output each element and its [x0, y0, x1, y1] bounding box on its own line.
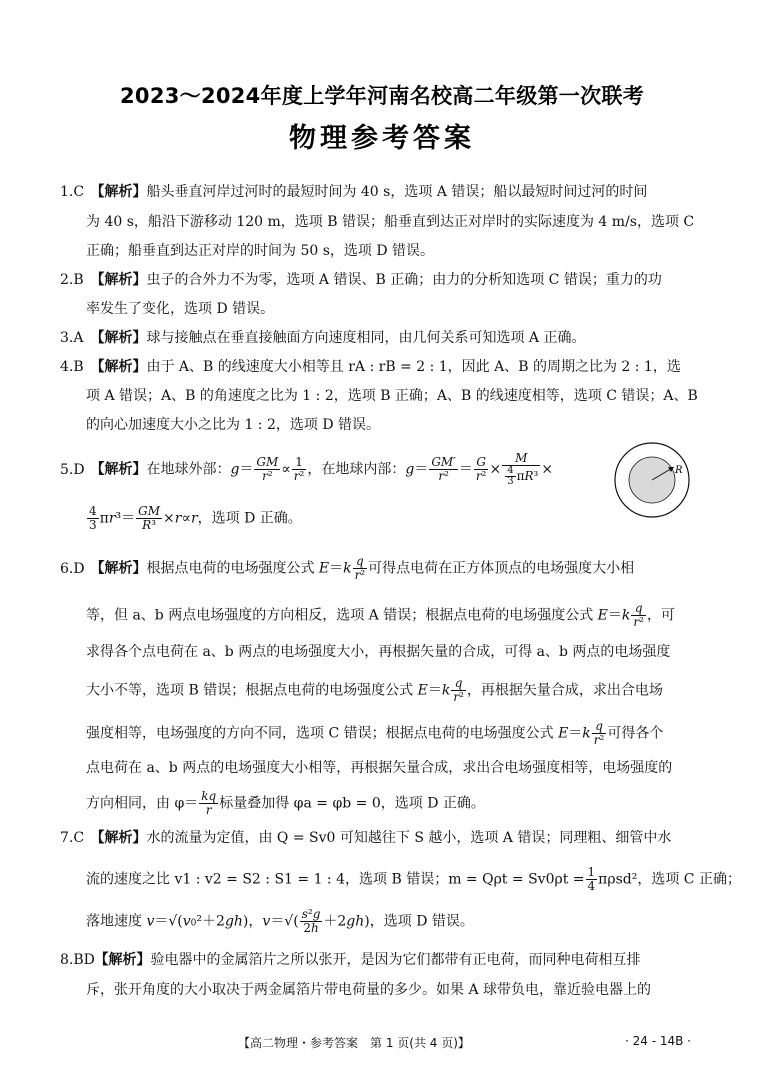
answer-4-line-1 [60, 357, 681, 377]
answer-5-line-1: 5.D 【解析】在地球外部：g＝ $\frac{GM}{\text{r²}}$ ∝ $\frac{1}{\text{r²}}$ ，在地球内部：g＝ $\frac{GM'}{\text{r²}}$ ＝ $\frac{G}{\text{r²}}$ × M $\frac{4}{3}$ πR³ × [60, 451, 554, 487]
answer-3-text-1: 球与接触点在垂直接触面方向速度相同，由几何关系可知选项 A 正确。 [146, 330, 586, 346]
analysis-tag: 【解析】 [90, 272, 147, 288]
answer-7-text-3b: ，选项 D 错误。 [369, 913, 474, 930]
answer-2-line-2: 率发生了变化，选项 D 错误。 [86, 301, 275, 317]
answer-1-line-3: 正确；船垂直到达正对岸的时间为 50 s，选项 D 错误。 [86, 243, 435, 259]
answer-6-text-2: 等，但 a、b 两点电场强度的方向相反，选项 A 错误；根据点电荷的电场强度公式 [86, 607, 594, 624]
answer-6-text-1b: 可得点电荷在正方体顶点的电场强度大小相 [368, 560, 635, 577]
answer-2-line-1 [60, 270, 662, 290]
answer-5-text-2: ，选项 D 正确。 [197, 510, 302, 527]
formula-kq-r2: $\frac{q}{\text{r²}}$ [633, 601, 644, 629]
analysis-tag: 【解析】 [90, 184, 147, 200]
answer-7-line-2 [86, 866, 741, 893]
page-code: · 24 - 14B · [625, 1034, 691, 1048]
formula-s2g-2h: $\frac{\text{s²g}}{2h}$ [301, 907, 321, 935]
answer-7-text-2b: πρsd²，选项 C 正确； [598, 871, 741, 888]
answer-6-line-1: 6.D 【解析】根据点电荷的电场强度公式 E＝k $\frac{q}{\text{r²}}$ 可得点电荷在正方体顶点的电场强度大小相 [60, 554, 635, 582]
answer-1-number: 1.C [60, 184, 85, 200]
answer-6-text-2b: ，可 [646, 607, 675, 624]
formula-1-r2: $\frac{1}{\text{r²}}$ [293, 455, 305, 483]
answer-6-number: 6.D [60, 560, 85, 577]
answer-8-line-2: 斥，张开角度的大小取决于两金属箔片带电荷量的多少。如果 A 球带负电，靠近验电器上的 [86, 982, 652, 998]
formula-gm-r3: $\frac{GM}{\text{R³}}$ [138, 504, 161, 532]
answer-7-text-2: 流的速度之比 v1 : v2 = S2 : S1 = 1 : 4，选项 B 错误；m = Qρt = Sv0ρt = [86, 871, 585, 888]
formula-four-thirds: $\frac{4}{3}$ [89, 504, 97, 532]
answer-6-text-1: 根据点电荷的电场强度公式 [146, 560, 315, 577]
answer-6-text-7b: 标量叠加得 φa = φb = 0，选项 D 正确。 [219, 795, 485, 812]
answer-6-text-7: 方向相同，由 [86, 795, 170, 812]
answer-6-line-7: 方向相同，由 φ＝ $\frac{kq}{r}$ 标量叠加得 φa = φb = 0，选项 D 正确。 [86, 789, 485, 817]
answer-6-text-5: 强度相等，电场强度的方向不同，选项 C 错误；根据点电荷的电场强度公式 [86, 725, 554, 742]
answer-6-line-5: 强度相等，电场强度的方向不同，选项 C 错误；根据点电荷的电场强度公式 E＝k $\frac{q}{\text{r²}}$ 可得各个 [86, 719, 664, 747]
page-title: 物理参考答案 [289, 123, 475, 154]
answer-3-line-1 [60, 328, 585, 348]
answer-7-number: 7.C [60, 830, 85, 846]
answer-8-number: 8.BD [60, 952, 95, 968]
earth-circle-diagram [612, 440, 692, 520]
answer-3-number: 3.A [60, 330, 84, 346]
analysis-tag: 【解析】 [90, 830, 147, 846]
answer-4-line-3: 的向心加速度大小之比为 1 : 2，选项 D 错误。 [86, 417, 381, 433]
answer-2-text-1: 虫子的合外力不为零，选项 A 错误、B 正确；由力的分析知选项 C 错误；重力的功 [146, 272, 662, 288]
answer-6-text-5b: 可得各个 [607, 725, 664, 742]
page-footer: 【高二物理・参考答案 第 1 页(共 4 页)】 [238, 1036, 470, 1050]
answer-6-text-4: 大小不等，选项 B 错误；根据点电荷的电场强度公式 [86, 682, 414, 699]
answer-1-line-1 [60, 182, 647, 202]
formula-kq-r: $\frac{kq}{r}$ [201, 789, 217, 817]
answer-5-text-1a: 在地球外部： [146, 461, 231, 478]
answer-4-line-2: 项 A 错误；A、B 的角速度之比为 1 : 2，选项 B 正确；A、B 的线速度相等，选项 C 错误；A、B [86, 388, 698, 404]
formula-kq-r2: $\frac{q}{\text{r²}}$ [354, 554, 366, 582]
answer-4-text-1: 由于 A、B 的线速度大小相等且 rA : rB = 2 : 1，因此 A、B 的周期之比为 2 : 1，选 [146, 359, 681, 375]
analysis-tag: 【解析】 [90, 560, 147, 577]
answer-6-text-4b: ，再根据矢量合成，求出合电场 [466, 682, 663, 699]
answer-5-line-2: $\frac{4}{3}$ πr³＝ $\frac{GM}{\text{R³}}$ ×r∝r，选项 D 正确。 [89, 504, 302, 532]
formula-kq-r2: $\frac{q}{\text{r²}}$ [593, 719, 605, 747]
answer-7-line-3: 落地速度 v＝√(v0²＋2gh)，v＝√( $\frac{\text{s²g}}{2h}$ ＋2gh)，选项 D 错误。 [86, 907, 474, 935]
answer-7-line-1 [60, 828, 671, 848]
answer-6-line-4: 大小不等，选项 B 错误；根据点电荷的电场强度公式 E＝k $\frac{q}{\text{r²}}$ ，再根据矢量合成，求出合电场 [86, 676, 663, 704]
analysis-tag: 【解析】 [90, 359, 147, 375]
formula-kq-r2: $\frac{q}{\text{r²}}$ [453, 676, 464, 704]
formula-gm-r2: $\frac{GM}{\text{r²}}$ [256, 455, 279, 483]
answer-5-text-1b: ，在地球内部： [307, 461, 406, 478]
analysis-tag: 【解析】 [94, 952, 151, 968]
formula-one-quarter: $\frac{1}{4}$ [587, 865, 596, 893]
analysis-tag: 【解析】 [90, 330, 147, 346]
answer-8-text-1: 验电器中的金属箔片之所以张开，是因为它们都带有正电荷，而同种电荷相互排 [150, 952, 641, 968]
answer-7-text-3: 落地速度 [86, 913, 142, 930]
answer-2-number: 2.B [60, 272, 84, 288]
answer-5-number: 5.D [60, 461, 85, 478]
answer-6-line-3: 求得各个点电荷在 a、b 两点的电场强度大小，再根据矢量的合成，可得 a、b 两点的电场强度 [86, 644, 671, 660]
answer-8-line-1 [60, 950, 640, 970]
exam-title: 2023～2024年度上学年河南名校高二年级第一次联考 [120, 84, 644, 108]
answer-1-text-1: 船头垂直河岸过河时的最短时间为 40 s，选项 A 错误；船以最短时间过河的时间 [146, 184, 648, 200]
analysis-tag: 【解析】 [90, 461, 147, 478]
radius-label: R [675, 465, 683, 476]
answer-1-line-2: 为 40 s，船沿下游移动 120 m，选项 B 错误；船垂直到达正对岸时的实际速度为 4 m/s，选项 C [86, 214, 695, 230]
answer-6-line-6: 点电荷在 a、b 两点的电场强度大小相等，再根据矢量合成，求出合电场强度相等，电场强度的 [86, 760, 673, 776]
formula-gm-prime: $\frac{GM'}{\text{r²}}$ [431, 455, 456, 483]
answer-7-text-1: 水的流量为定值，由 Q = Sv0 可知越往下 S 越小，选项 A 错误；同理粗、细管中水 [146, 830, 672, 846]
formula-m-over-volume: M $\frac{4}{3}$ πR³ [502, 452, 540, 487]
answer-4-number: 4.B [60, 359, 84, 375]
answer-6-line-2: 等，但 a、b 两点电场强度的方向相反，选项 A 错误；根据点电荷的电场强度公式 E＝k $\frac{q}{\text{r²}}$ ，可 [86, 601, 675, 629]
formula-g-r2: $\frac{G}{\text{r²}}$ [475, 455, 487, 483]
